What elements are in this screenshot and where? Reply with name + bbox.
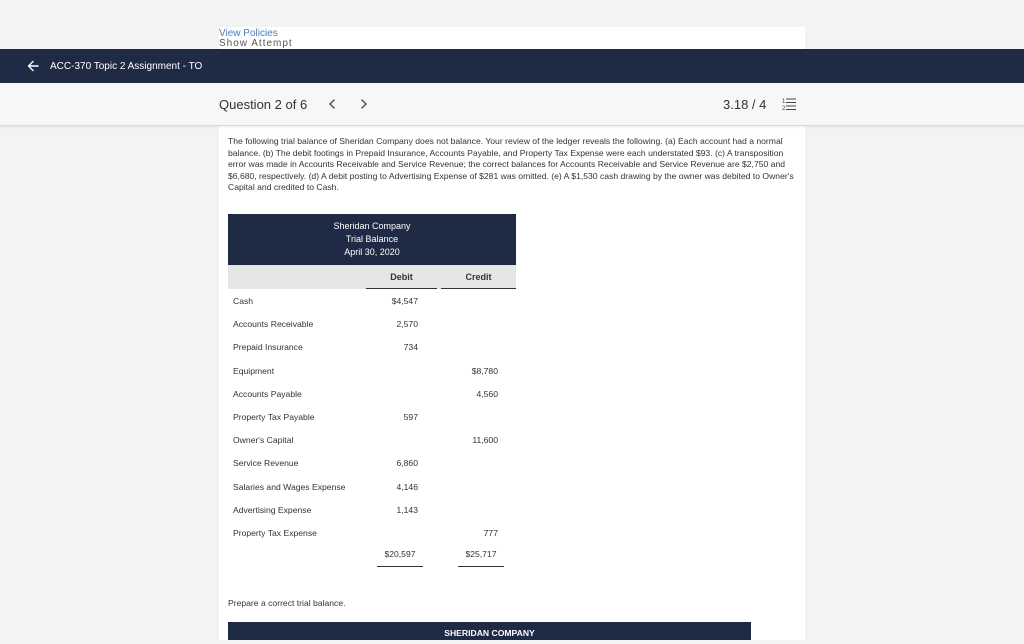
chevron-left-icon <box>328 99 336 109</box>
debit-column-header: Debit <box>366 265 437 289</box>
account-name: Owner's Capital <box>233 435 294 446</box>
instruction-text: Prepare a correct trial balance. <box>228 598 346 608</box>
table-row <box>228 498 516 521</box>
previous-question-button[interactable] <box>324 95 340 113</box>
debit-amount: 597 <box>403 411 418 422</box>
table-row <box>228 405 516 428</box>
table-row <box>228 475 516 498</box>
account-name: Service Revenue <box>233 458 299 469</box>
table-row <box>228 382 516 405</box>
credit-column-header: Credit <box>441 265 516 289</box>
view-policies-link[interactable]: View Policies <box>219 28 278 39</box>
credit-amount: 777 <box>483 527 498 538</box>
attempt-history-peek-text: Show Attempt <box>219 38 293 49</box>
credit-amount: $8,780 <box>471 365 498 376</box>
debit-amount: 6,860 <box>396 458 418 469</box>
table-row <box>228 335 516 358</box>
account-name: Accounts Receivable <box>233 319 314 330</box>
account-name: Property Tax Expense <box>233 527 317 538</box>
account-name: Equipment <box>233 365 275 376</box>
svg-text:2: 2 <box>782 106 786 112</box>
problem-statement: The following trial balance of Sheridan Company does not balance. Your review of the ledger reveals the following. (a) Each account had a normal balance. (b) The debit footings in Prepaid Insurance, Accounts Payable, and Property Tax Expense were each understated $93. (c) A transposition error was made in Accounts Receivable and Service Revenue; the correct balances for Accounts Receivable and Service Revenue are $2,750 and $6,680, respectively. (d) A debit posting to Advertising Expense of $281 was omitted. (e) A $1,530 cash drawing by the owner was debited to Owner's Capital and credited to Cash. <box>228 136 794 193</box>
assignment-title: ACC-370 Topic 2 Assignment - TO <box>50 60 203 72</box>
question-list-icon <box>781 96 797 112</box>
credit-amount: 11,600 <box>472 435 498 446</box>
total-credit: $25,717 <box>458 549 504 567</box>
account-name: Accounts Payable <box>233 388 302 399</box>
table-row <box>228 359 516 382</box>
svg-text:1: 1 <box>782 99 786 105</box>
account-name: Advertising Expense <box>233 504 312 515</box>
question-score: 3.18 / 4 <box>723 97 767 112</box>
debit-amount: 4,146 <box>396 481 418 492</box>
question-list-button[interactable] <box>781 96 797 112</box>
debit-amount: $4,547 <box>391 296 418 306</box>
trial-balance-column-headers <box>228 265 516 289</box>
debit-amount: 734 <box>403 342 418 353</box>
statement-title: Trial Balance <box>345 234 399 244</box>
next-question-button[interactable] <box>356 95 372 113</box>
question-counter: Question 2 of 6 <box>219 97 308 112</box>
debit-amount: 2,570 <box>396 319 418 330</box>
company-name: Sheridan Company <box>333 221 411 231</box>
trial-balance-header <box>228 214 516 265</box>
trial-balance-totals <box>228 545 516 569</box>
table-row <box>228 289 516 312</box>
statement-date: April 30, 2020 <box>344 247 400 257</box>
chevron-right-icon <box>360 99 368 109</box>
debit-amount: 1,143 <box>396 504 418 515</box>
table-row <box>228 428 516 451</box>
account-name: Cash <box>233 296 254 306</box>
table-row <box>228 312 516 335</box>
total-debit: $20,597 <box>377 549 423 567</box>
assignment-topbar <box>0 49 1024 83</box>
credit-amount: 4,560 <box>476 388 498 399</box>
account-name: Salaries and Wages Expense <box>233 481 346 492</box>
account-name: Property Tax Payable <box>233 411 315 422</box>
table-row <box>228 521 516 544</box>
answer-table-header: SHERIDAN COMPANY <box>228 622 751 640</box>
arrow-left-icon <box>27 60 39 72</box>
account-name: Prepaid Insurance <box>233 342 303 353</box>
back-button[interactable] <box>18 49 48 83</box>
trial-balance-rows <box>228 289 516 544</box>
question-bar <box>0 83 1024 126</box>
table-row <box>228 451 516 474</box>
